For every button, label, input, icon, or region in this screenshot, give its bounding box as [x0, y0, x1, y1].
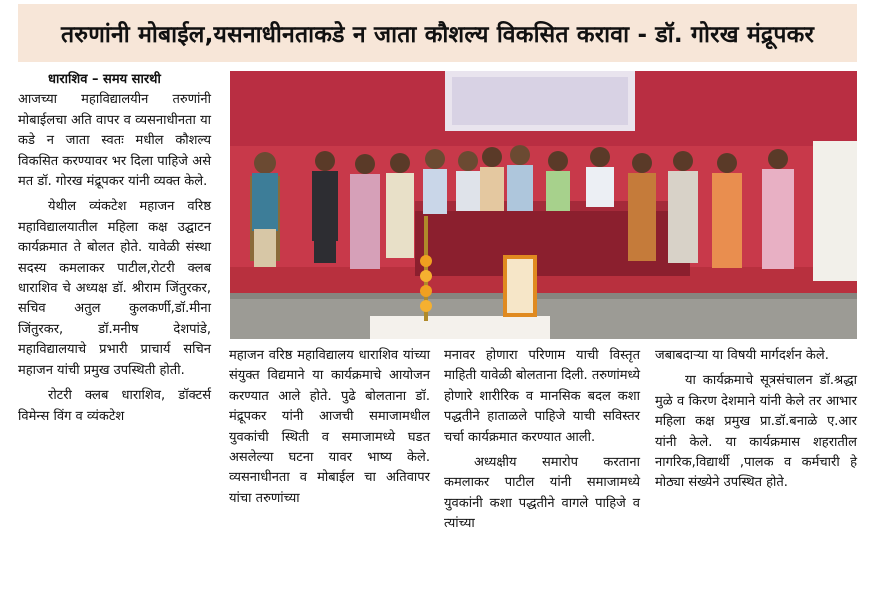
paragraph — [18, 70, 211, 192]
paragraph: या कार्यक्रमाचे सूत्रसंचालन डॉ.श्रद्धा मुळे व किरण देशमाने यांनी केले तर आभार महिला कक्ष प्रमुख प्रा.डॉ.बनाळे ए.आर यांनी केले. या कार्यक्रमास शहरातील नागरिक,विद्यार्थी ,पालक व कर्मचारी हे मोठ्या संख्येने उपस्थित होते. — [655, 373, 857, 491]
event-photo — [230, 71, 857, 339]
paragraph-text: आजच्या महाविद्यालयीन तरुणांनी मोबाईलचा अति वापर व व्यसनाधीनता या कडे न जाता स्वतः मधील कौशल्य विकसित करण्यावर भर दिला पाहिजे असे मत डॉ. गोरख मंद्रूपकर यांनी व्यक्त केले. — [18, 92, 211, 190]
paragraph: अध्यक्षीय समारोप करताना कमलाकर पाटील यांनी समाजामध्ये युवकांनी कशा पद्धतीने वागले पाहिजे व त्यांच्या — [444, 455, 640, 532]
headline: तरुणांनी मोबाईल,यसनाधीनताकडे न जाता कौशल्य विकसित करावा - डॉ. गोरख मंद्रूपकर — [18, 4, 857, 62]
article-column-3 — [444, 346, 640, 535]
dateline: धाराशिव – समय सारथी — [48, 72, 161, 87]
event-photo-drawing — [230, 71, 857, 339]
article-column-1 — [18, 70, 211, 427]
article-column-2 — [229, 346, 430, 509]
paragraph: जबाबदाऱ्या या विषयी मार्गदर्शन केले. — [655, 348, 829, 363]
paragraph: मनावर होणारा परिणाम याची विस्तृत माहिती यावेळी बोलताना दिली. तरुणांमध्ये होणारे शारीरिक व मानसिक बदल कशा पद्धतीने हाताळले पाहिजे याची सविस्तर चर्चा कार्यक्रमात करण्यात आली. — [444, 348, 640, 445]
paragraph: येथील व्यंकटेश महाजन वरिष्ठ महाविद्यालयातील महिला कक्ष उद्घाटन कार्यक्रमात ते बोलत होते. यावेळी संस्था सदस्य कमलाकर पाटील,रोटरी क्लब धाराशिव चे अध्यक्ष डॉ. श्रीराम जिंतुरकर, सचिव अतुल कुलकर्णी,डॉ.मीना जिंतुरकर, डॉ.मनीष देशपांडे, महाविद्यालयाचे प्रभारी प्राचार्य सचिन महाजन यांची प्रमुख उपस्थिती होती. — [18, 199, 211, 378]
article-column-4 — [655, 346, 857, 494]
paragraph: रोटरी क्लब धाराशिव, डॉक्टर्स विमेन्स विंग व व्यंकटेश — [18, 388, 211, 424]
paragraph: महाजन वरिष्ठ महाविद्यालय धाराशिव यांच्या संयुक्त विद्यमाने या कार्यक्रमाचे आयोजन करण्यात आले होते. पुढे बोलताना डॉ. मंद्रूपकर यांनी आजची समाजामधील युवकांची स्थिती व समाजामध्ये घडत असलेल्या घटना यावर भाष्य केले. व्यसनाधीनता व मोबाईल चा अतिवापर यांचा तरुणांच्या — [229, 348, 430, 506]
